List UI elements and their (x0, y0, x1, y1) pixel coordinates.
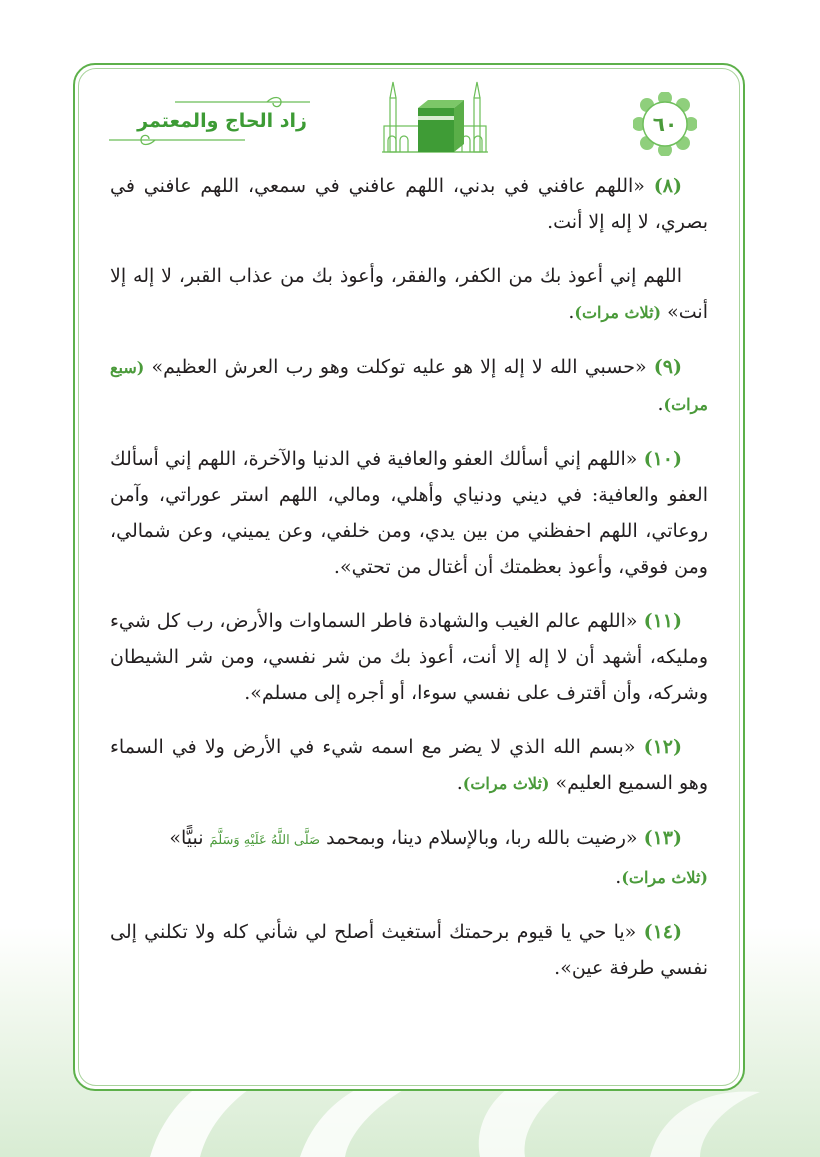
item-number: (١٢) (643, 736, 682, 758)
salawat-glyph: صَلَّى اللَّهُ عَلَيْهِ وَسَلَّمَ (209, 833, 321, 848)
paragraph-12 (110, 729, 708, 802)
paragraph-text: «حسبي الله لا إله إلا هو عليه توكلت وهو رب العرش العظيم» (151, 356, 647, 378)
paragraph-10 (110, 441, 708, 585)
paragraph-end: . (568, 301, 575, 323)
paragraph-13 (110, 820, 708, 896)
repetition-note: (سبع مرات) (110, 358, 708, 414)
item-number: (١١) (643, 610, 682, 632)
paragraph-8 (110, 168, 708, 240)
paragraph-end: . (615, 866, 622, 888)
paragraph-text: «اللهم عافني في بدني، اللهم عافني في سمعي، اللهم عافني في بصري، لا إله إلا أنت. (110, 175, 708, 233)
item-number: (٨) (653, 175, 682, 197)
page-number: ٦٠ (652, 112, 678, 136)
item-number: (١٠) (643, 448, 682, 470)
repetition-note: (ثلاث مرات) (462, 774, 550, 793)
book-title-block (95, 94, 325, 156)
item-number: (٩) (653, 356, 683, 378)
paragraph-8-continued (110, 258, 708, 331)
paragraph-text: «يا حي يا قيوم برحمتك أستغيث أصلح لي شأني كله ولا تكلني إلى نفسي طرفة عين». (110, 921, 708, 979)
book-title: زاد الحاج والمعتمر (137, 110, 307, 132)
paragraph-9 (110, 349, 708, 423)
paragraph-end: . (657, 393, 664, 415)
paragraph-text: «رضيت بالله ربا، وبالإسلام دينا، وبمحمد (326, 827, 638, 849)
paragraph-14 (110, 914, 708, 986)
page-number-badge (633, 92, 697, 156)
repetition-note: (ثلاث مرات) (574, 303, 662, 322)
paragraph-text: اللهم إني أعوذ بك من الكفر، والفقر، وأعوذ بك من عذاب القبر، لا إله إلا أنت» (110, 265, 708, 323)
paragraph-text-2: نبيًّا» (169, 827, 204, 849)
kaaba-mosque-icon (382, 76, 488, 154)
repetition-note: (ثلاث مرات) (621, 868, 708, 887)
item-number: (١٤) (643, 921, 682, 943)
supplications-text (110, 168, 708, 1004)
paragraph-text: «بسم الله الذي لا يضر مع اسمه شيء في الأرض ولا في السماء وهو السميع العليم» (110, 736, 708, 794)
paragraph-text: «اللهم إني أسألك العفو والعافية في الدنيا والآخرة، اللهم إني أسألك العفو والعافية: في ديني ودنياي وأهلي، ومالي، اللهم استر عوراتي، وآمن روعاتي، اللهم احفظني من بين يدي، ومن خلفي، وعن يميني، وعن شمالي، ومن فوقي، وأعوذ بعظمتك أن أغتال من تحتي». (110, 448, 708, 578)
paragraph-text: «اللهم عالم الغيب والشهادة فاطر السماوات والأرض، رب كل شيء ومليكه، أشهد أن لا إله إلا أنت، أعوذ بك من شر نفسي، ومن شر الشيطان وشركه، وأن أقترف على نفسي سوءا، أو أجره إلى مسلم». (110, 610, 708, 704)
paragraph-11 (110, 603, 708, 711)
item-number: (١٣) (643, 827, 682, 849)
paragraph-end: . (456, 772, 463, 794)
